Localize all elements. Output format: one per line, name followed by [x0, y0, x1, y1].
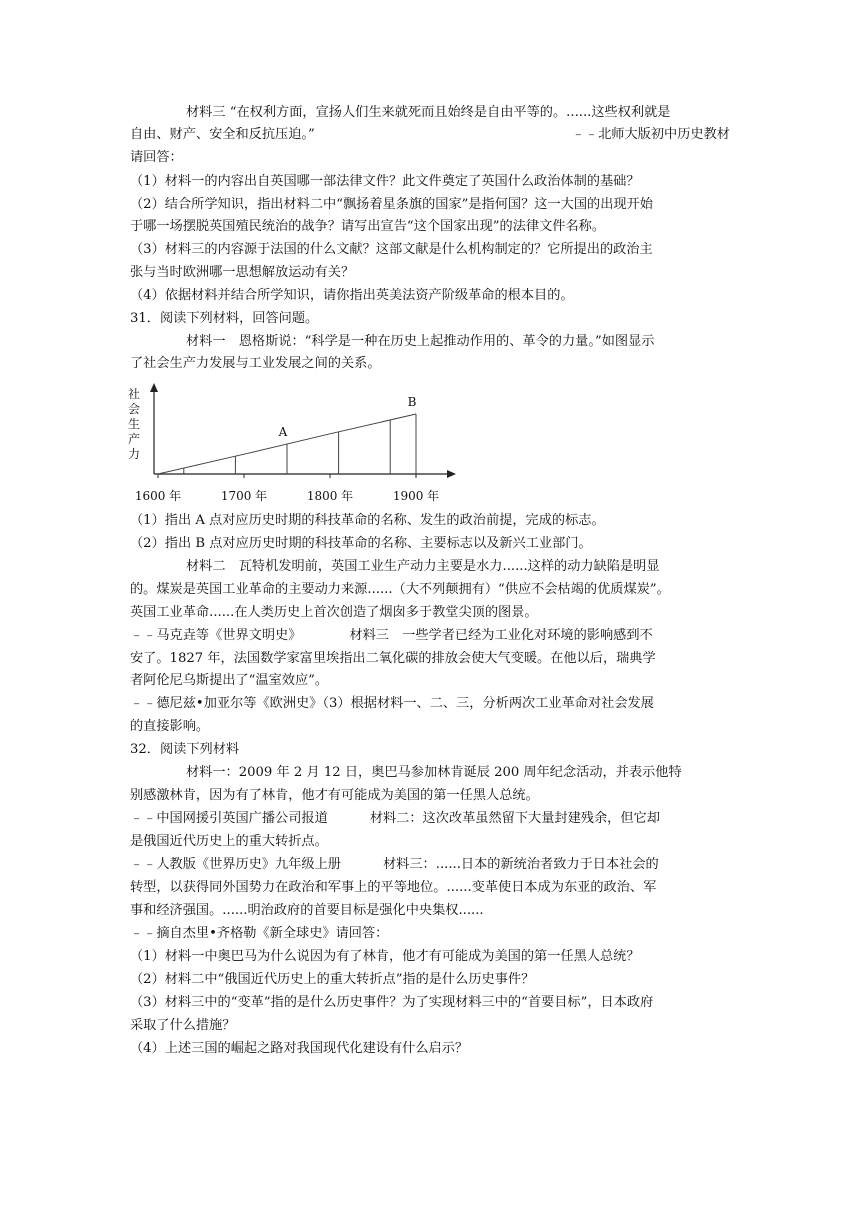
question-32-3a: （3）材料三中的“变革”指的是什么历史事件？为了实现材料三中的“首要目标”，日本政府 — [130, 995, 654, 1010]
point-label-a: A — [278, 425, 288, 439]
q32-material1-line2: 别感激林肯，因为有了林肯，他才有可能成为美国的第一任黑人总统。 — [130, 788, 539, 803]
q32-material2-source: ﹣﹣人教版《世界历史》九年级上册 — [130, 857, 341, 872]
question-30-2b: 于哪一场摆脱英国殖民统治的战争？请写出宣告“这个国家出现”的法律文件名称。 — [130, 219, 606, 234]
q32-material3-line2: 转型，以获得同外国势力在政治和军事上的平等地位。......变革使日本成为东亚的政治、军 — [130, 880, 657, 895]
question-31-3a: （3）根据材料一、二、三，分析两次工业革命对社会发展 — [322, 696, 654, 711]
q31-material2-line2: 的。煤炭是英国工业革命的主要动力来源......（大不列颠拥有）“供应不会枯竭的优质煤炭”。 — [130, 582, 670, 597]
answer-prompt-2: 请回答： — [335, 926, 389, 941]
q32-material2-source-line — [130, 854, 730, 876]
y-axis-arrow — [150, 383, 158, 392]
question-32-title: 32．阅读下列材料 — [130, 742, 240, 757]
y-label-char: 社 — [128, 387, 141, 401]
x-tick-label: 1900 年 — [392, 489, 440, 503]
q32-material3-source-line — [130, 923, 730, 945]
x-tick-label: 1700 年 — [220, 489, 268, 503]
y-axis-label — [128, 386, 140, 461]
q31-material1-line1: 材料一 恩格斯说：“科学是一种在历史上起推动作用的、革令的力量。”如图显示 — [186, 334, 655, 349]
y-label-char: 生 — [128, 417, 141, 431]
chart-annotations — [278, 395, 417, 439]
q32-material3-source: ﹣﹣摘自杰里•齐格勒《新全球史》 — [130, 926, 336, 941]
chart-marks — [158, 414, 416, 478]
q31-material2-line1: 材料二 瓦特机发明前，英国工业生产动力主要是水力......这样的动力缺陷是明显 — [186, 559, 660, 574]
material3-source: ﹣﹣北师大版初中历史教材 — [571, 127, 730, 142]
question-30-3b: 张与当时欧洲哪一思想解放运动有关？ — [130, 265, 355, 280]
q31-material2-line3: 英国工业革命......在人类历史上首次创造了烟囱多于教堂尖顶的图景。 — [130, 605, 538, 620]
q31-material1-line2: 了社会生产力发展与工业发展之间的关系。 — [130, 356, 381, 371]
q32-material2-line1: 材料二：这次改革虽然留下大量封建残余，但它却 — [369, 811, 660, 826]
q31-material2-source: ﹣﹣马克垚等《世界文明史》 — [130, 628, 302, 643]
q32-material3-line1: 材料三：......日本的新统治者致力于日本社会的 — [383, 857, 659, 872]
question-31-3b: 的直接影响。 — [130, 719, 210, 734]
x-axis-arrow — [447, 470, 456, 478]
q31-material3-source: ﹣﹣德尼兹•加亚尔等《欧洲史》 — [130, 696, 323, 711]
question-32-2: （2）材料二中“俄国近代历史上的重大转折点”指的是什么历史事件？ — [130, 972, 535, 987]
question-30-4: （4）依据材料并结合所学知识，请你指出英美法资产阶级革命的根本目的。 — [130, 288, 574, 303]
x-tick-label: 1600 年 — [134, 489, 182, 503]
question-31-title: 31．阅读下列材料，回答问题。 — [130, 311, 319, 326]
question-31-1: （1）指出 A 点对应历史时期的科技革命的名称、发生的政治前提，完成的标志。 — [130, 513, 605, 528]
question-30-2a: （2）结合所学知识，指出材料二中“飘扬着星条旗的国家”是指何国？这一大国的出现开始 — [130, 197, 653, 212]
q31-material3-line2: 安了。1827 年，法国数学家富里埃指出二氧化碳的排放会使大气变暖。在他以后，瑞典学 — [130, 651, 656, 666]
material3-line2: 自由、财产、安全和反抗压迫。” ﹣﹣北师大版初中历史教材 — [130, 124, 730, 146]
question-32-4: （4）上述三国的崛起之路对我国现代化建设有什么启示？ — [130, 1041, 469, 1056]
material3-line1: 材料三 “在权利方面，宣扬人们生来就死而且始终是自由平等的。......这些权利就是 — [186, 105, 671, 120]
q32-material1-source-line — [130, 808, 730, 830]
question-31-2: （2）指出 B 点对应历史时期的科技革命的名称、主要标志以及新兴工业部门。 — [130, 536, 592, 551]
y-label-char: 会 — [128, 402, 141, 416]
x-tick-labels — [135, 488, 439, 503]
question-30-3a: （3）材料三的内容源于法国的什么文献？这部文献是什么机构制定的？它所提出的政治主 — [130, 242, 653, 257]
question-30-1: （1）材料一的内容出自英国哪一部法律文件？此文件奠定了英国什么政治体制的基础？ — [130, 174, 640, 189]
y-label-char: 产 — [128, 432, 141, 446]
q32-material1-source: ﹣﹣中国网援引英国广播公司报道 — [130, 811, 328, 826]
q32-material2-line2: 是俄国近代历史上的重大转折点。 — [130, 834, 328, 849]
q32-material3-line3: 事和经济强国。......明治政府的首要目标是强化中央集权...... — [130, 903, 484, 918]
q31-material3-line1: 材料三 一些学者已经为工业化对环境的影响感到不 — [349, 628, 653, 643]
answer-prompt-1: 请回答： — [130, 150, 183, 165]
q31-material3-line3: 者阿伦尼乌斯提出了“温室效应”。 — [130, 673, 329, 688]
productivity-chart — [128, 382, 468, 506]
y-label-char: 力 — [128, 447, 141, 461]
q31-material3-source-line — [130, 693, 730, 715]
question-32-3b: 采取了什么措施？ — [130, 1018, 236, 1033]
q32-material1-line1: 材料一：2009 年 2 月 12 日，奥巴马参加林肯诞辰 200 周年纪念活动，并表示他特 — [186, 765, 682, 780]
point-label-b: B — [407, 395, 417, 409]
q31-material2-source-line — [130, 625, 730, 647]
question-32-1: （1）材料一中奥巴马为什么说因为有了林肯，他才有可能成为美国的第一任黑人总统？ — [130, 949, 640, 964]
x-tick-label: 1800 年 — [306, 489, 354, 503]
